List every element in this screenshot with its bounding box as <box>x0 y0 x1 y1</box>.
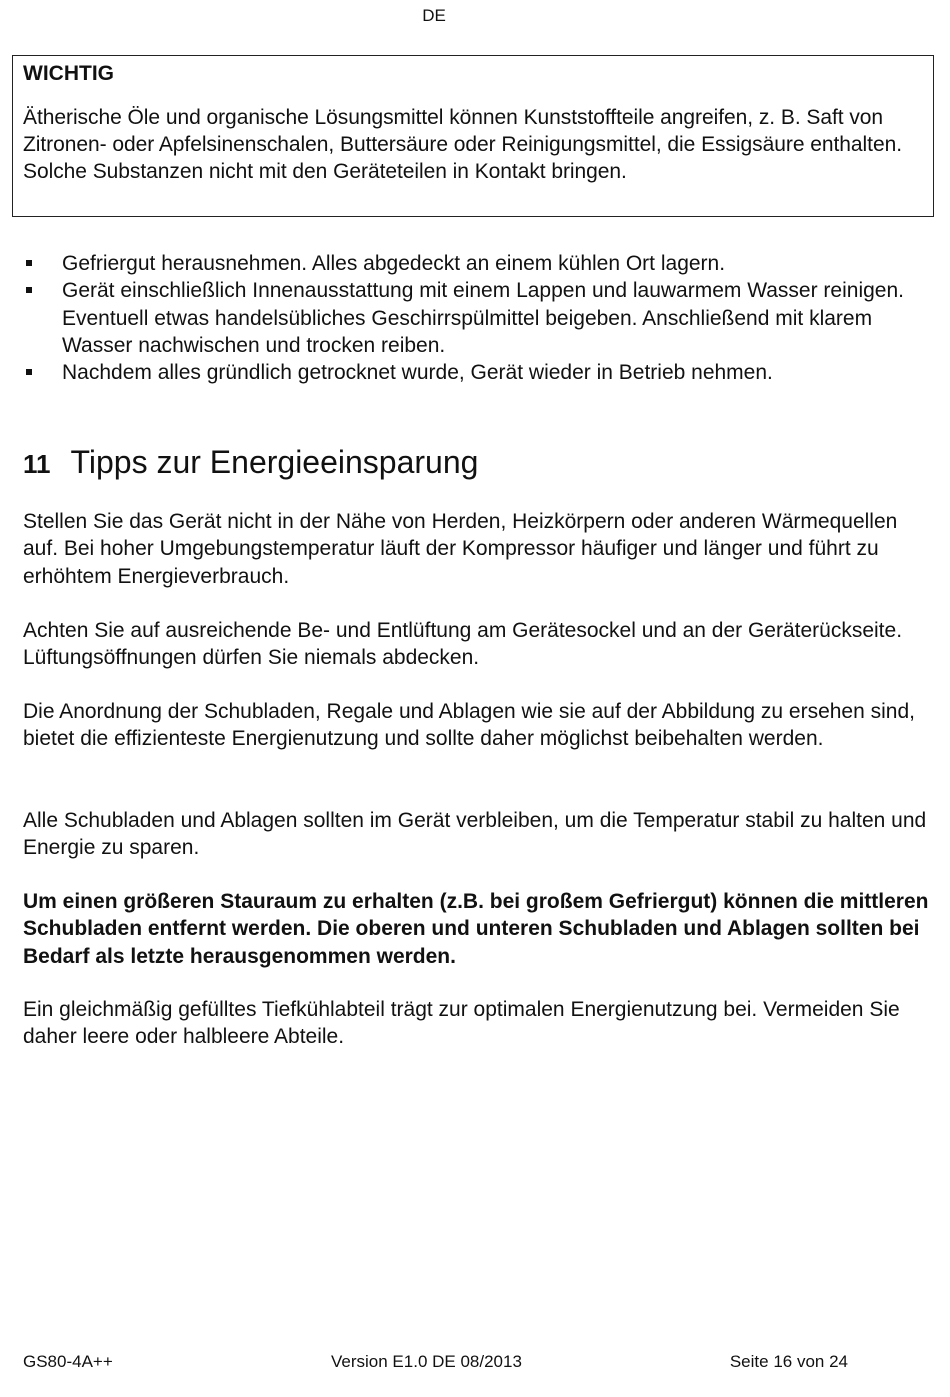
notice-text: Ätherische Öle und organische Lösungsmittel können Kunststoffteile angreifen, z. B. Saft von Zitronen- oder Apfelsinenschalen, Buttersäure oder Reinigungsmittel, die Essigsäure enthalten. Solche Substanzen nicht mit den Geräteteilen in Kontakt bringen. <box>23 106 902 183</box>
cleaning-steps-list <box>24 250 924 386</box>
square-bullet-icon <box>26 369 32 375</box>
paragraph: Stellen Sie das Gerät nicht in der Nähe von Herden, Heizkörpern oder anderen Wärmequellen auf. Bei hoher Umgebungstemperatur läuft der Kompressor häufiger und länger und führt zu erhöhtem Energieverbrauch. <box>23 510 898 588</box>
section-title: Tipps zur Energieeinsparung <box>70 444 479 480</box>
paragraph: Achten Sie auf ausreichende Be- und Entlüftung am Gerätesockel und an der Geräterückseite. Lüftungsöffnungen dürfen Sie niemals abdecken. <box>23 619 903 670</box>
page-footer <box>23 1352 848 1376</box>
bold-paragraph: Um einen größeren Stauraum zu erhalten (z.B. bei großem Gefriergut) können die mittleren Schubladen entfernt werden. Die oberen und unteren Schubladen und Ablagen sollten bei Bedarf als letzte herausgenommen werden. <box>23 890 929 968</box>
list-item <box>24 359 924 386</box>
page-header-language: DE <box>422 6 446 25</box>
section-heading <box>23 442 478 484</box>
paragraph: Die Anordnung der Schubladen, Regale und Ablagen wie sie auf der Abbildung zu ersehen sind, bietet die effizienteste Energienutzung und sollte daher möglichst beibehalten werden. <box>23 700 915 751</box>
notice-title: WICHTIG <box>23 62 114 85</box>
section-number: 11 <box>23 449 51 479</box>
list-item-text: Nachdem alles gründlich getrocknet wurde, Gerät wieder in Betrieb nehmen. <box>62 361 773 385</box>
paragraph: Alle Schubladen und Ablagen sollten im Gerät verbleiben, um die Temperatur stabil zu halten und Energie zu sparen. <box>23 809 927 860</box>
footer-model: GS80-4A++ <box>23 1352 113 1371</box>
footer-version: Version E1.0 DE 08/2013 <box>331 1352 522 1371</box>
paragraph: Ein gleichmäßig gefülltes Tiefkühlabteil trägt zur optimalen Energienutzung bei. Vermeiden Sie daher leere oder halbleere Abteile. <box>23 998 900 1049</box>
list-item <box>24 250 924 277</box>
list-item-text: Gerät einschließlich Innenausstattung mit einem Lappen und lauwarmem Wasser reinigen. Eventuell etwas handelsübliches Geschirrspülmittel beigeben. Anschließend mit klarem Wasser nachwischen und trocken reiben. <box>62 279 904 357</box>
footer-page-number: Seite 16 von 24 <box>729 1352 848 1371</box>
important-notice-box <box>12 55 934 217</box>
square-bullet-icon <box>26 260 32 266</box>
list-item <box>24 277 924 359</box>
square-bullet-icon <box>26 287 32 293</box>
list-item-text: Gefriergut herausnehmen. Alles abgedeckt an einem kühlen Ort lagern. <box>62 252 726 275</box>
